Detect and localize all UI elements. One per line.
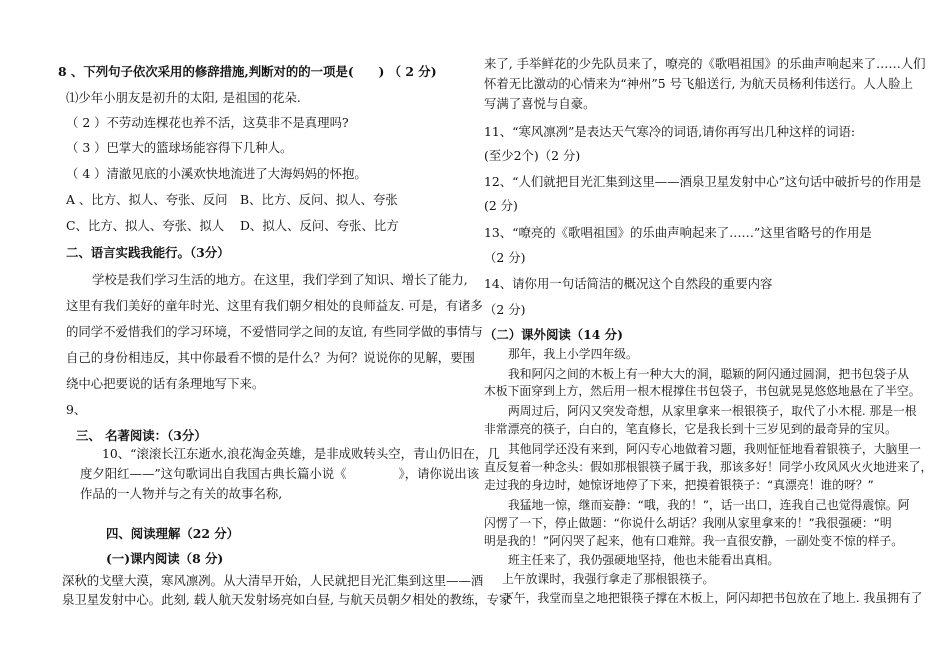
section-2-para-line-4: 自己的身份相违反，其中你最看不惯的是什么？为何？说说你的见解，要围 (66, 350, 475, 365)
story-para-8: 下午，我堂而皇之地把银筷子撑在木板上，阿闪却把书包放在了地上. 我虽拥有了 (502, 591, 923, 605)
section-4-title: 四、阅读理解（22 分） (106, 526, 240, 541)
question-11: 11、“寒风凛冽”是表达天气寒冷的词语,请你再写出几种这样的词语: (484, 124, 856, 139)
q10-line-1: 10、“滚滚长江东逝水,浪花淘金英雄，是非成败转头空，青山仍旧在，几 (102, 446, 500, 461)
story-para-5-line-3: 明是我的！”阿闪哭了起来，他有口难辩。我一直很安静，一副处变不惊的样子。 (484, 534, 904, 548)
section-2-para-line-2: 这里有我们美好的童年时光、这里有我们朝夕相处的良师益友. 可是，有诸多 (66, 298, 483, 313)
q10-line-2-start: 度夕阳红——”这句歌词出自我国古典长篇小说《 (80, 466, 347, 481)
q8-option-a: A 、比方、拟人、夸张、反问 (66, 192, 228, 207)
q10-line-2-end: 》，请你说出该 (398, 466, 480, 481)
question-12: 12、“人们就把目光汇集到这里——酒泉卫星发射中心”这句话中破折号的作用是 (484, 174, 922, 189)
section-3-title: 三、 名著阅读：（3分） (76, 428, 207, 443)
story-para-4-line-1: 其他同学还没有来到，阿闪专心地做着习题，我则怔怔地看着银筷子，大脑里一 (508, 442, 921, 456)
q8-option-b: B、比方、反问、拟人、夸张 (240, 192, 398, 207)
question-13-score: （2 分) (484, 250, 526, 265)
reading-cont-line-1: 来了, 手举鲜花的少先队员来了，嘹亮的《歌唱祖国》的乐曲声响起来了……人们 (484, 56, 926, 71)
story-para-5-line-2: 闪愣了一下，停止做题：“你说什么胡话？我刚从家里拿来的！”我很强硬：“明 (484, 516, 892, 530)
q8-sentence-4: （ 4 ）清澈见底的小溪欢快地流进了大海妈妈的怀抱。 (66, 166, 367, 181)
story-para-1: 那年，我上小学四年级。 (508, 347, 638, 361)
q8-option-c: C、比方、拟人、夸张、拟人 (66, 218, 225, 233)
story-para-3-line-1: 两周过后，阿闪又突发奇想，从家里拿来一根银筷子，取代了小木棍. 那是一根 (508, 404, 917, 418)
q8-option-d: D、拟人、反问、夸张、比方 (240, 218, 399, 233)
question-9: 9、 (66, 402, 87, 417)
q8-sentence-1: ⑴少年小朋友是初升的太阳, 是祖国的花朵. (66, 90, 301, 105)
story-para-4-line-3: 走过我的身边时，她惊讶地停了下来，把摸着银筷子：“真漂亮！谁的呀？” (484, 478, 874, 492)
reading-line-2: 泉卫星发射中心。此刻, 载人航天发射场亮如白昼, 与航天员朝夕相处的教练，专家 (62, 592, 512, 607)
subsection-1-title: (一)课内阅读（8 分) (106, 551, 224, 566)
reading-cont-line-2: 怀着无比激动的心情来为“神州”5 号飞船送行, 为航天员杨利伟送行。人人脸上 (484, 76, 913, 91)
story-para-4-line-2: 直反复着一种念头：假如那根银筷子属于我，那该多好！同学小玫风风火火地进来了， (484, 460, 933, 474)
question-12-score: (2 分) (484, 198, 518, 213)
section-2-para-line-1: 学校是我们学习生活的地方。在这里，我们学到了知识、增长了能力, (92, 272, 468, 287)
story-para-5-line-1: 我猛地一惊，继而妄静：“哦，我的！”，话一出口，连我自己也觉得震惊。阿 (508, 498, 910, 512)
question-11-score: (至少2个)（2 分) (484, 148, 581, 163)
q10-line-2 (80, 466, 479, 482)
section-2-title: 二、语言实践我能行。（3分） (66, 245, 230, 260)
story-para-3-line-2: 非常漂亮的筷子，白白的，笔直修长，它是我长到十三岁见到的最奇异的宝贝。 (484, 422, 897, 436)
q8-sentence-3: （ 3 ）巴掌大的篮球场能容得下几种人。 (66, 140, 293, 155)
story-para-7: 上午放课时，我强行拿走了那根银筷子。 (502, 572, 715, 586)
question-14-score: （2 分) (484, 302, 526, 317)
q10-line-3: 作品的一人物并与之有关的故事名称, (80, 486, 283, 501)
question-13: 13、“嘹亮的《歌唱祖国》的乐曲声响起来了……”这里省略号的作用是 (484, 225, 872, 240)
q8-sentence-2: （ 2 ）不劳动连棵花也养不活，这莫非不是真理吗? (66, 115, 349, 130)
reading-line-1: 深秋的戈壁大漠，寒风凛冽。从大清早开始，人民就把目光汇集到这里——酒 (62, 573, 484, 588)
subsection-2-title: （二）课外阅读（14 分) (484, 327, 623, 342)
section-2-para-line-3: 的同学不爱惜我们的学习环境，不爱惜同学之间的友谊, 有些同学做的事情与 (66, 324, 483, 339)
story-para-2-line-1: 我和阿闪之间的木板上有一种大大的洞，聪颖的阿闪通过圆洞，把书包袋子从 (508, 367, 910, 381)
q8-title: 8 、下列句子依次采用的修辞措施,判断对的的一项是( ) （ 2 分) (58, 64, 437, 79)
question-14: 14、请你用一句话简洁的概况这个自然段的重要内容 (484, 276, 773, 291)
story-para-2-line-2: 木板下面穿到上方，然后用一根木棍撑住书包袋子，书包就晃晃悠悠地悬在了半空。 (484, 384, 921, 398)
reading-cont-line-3: 写满了喜悦与自豪。 (484, 96, 596, 111)
section-2-para-line-5: 绕中心把要说的话有条理地写下来。 (66, 376, 265, 391)
story-para-6: 班主任来了，我仍强硬地坚持，他也未能看出真相。 (508, 553, 780, 567)
